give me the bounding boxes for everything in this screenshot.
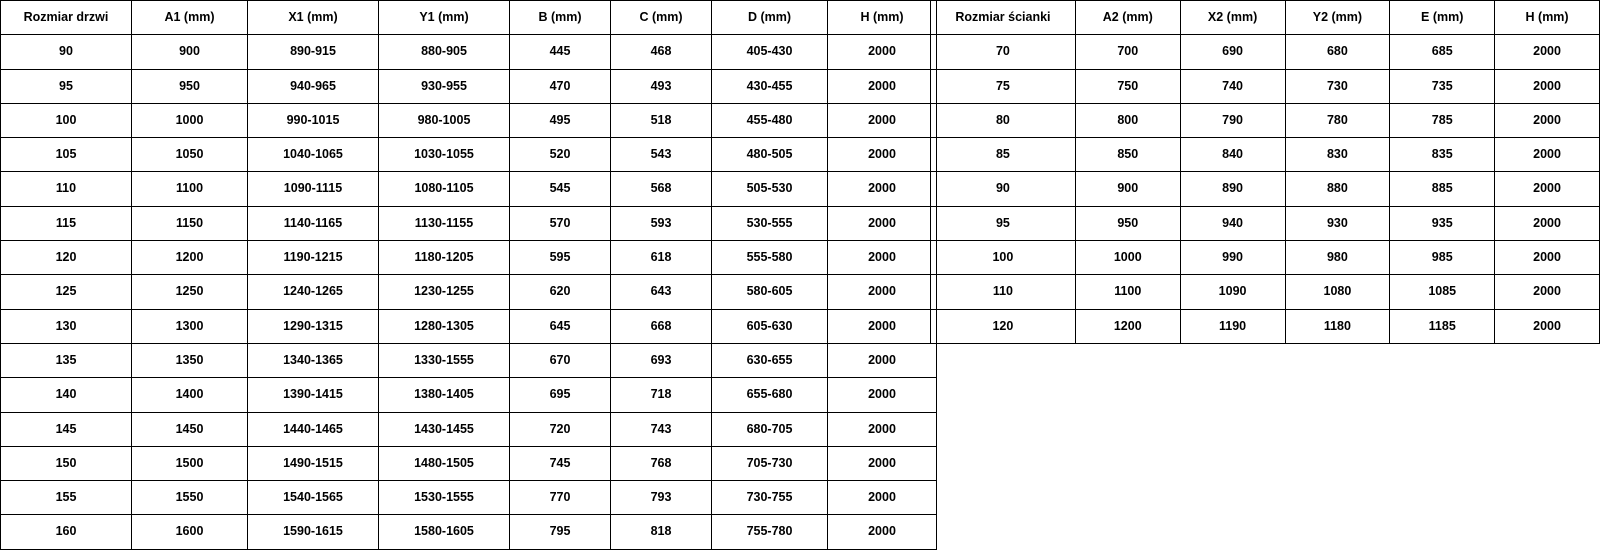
cell: 2000 (1495, 103, 1600, 137)
cell: 890-915 (248, 35, 379, 69)
cell: 1100 (132, 172, 248, 206)
table-row (1, 309, 937, 343)
cell: 100 (931, 241, 1076, 275)
cell: 145 (1, 412, 132, 446)
cell: 568 (611, 172, 712, 206)
table-row (1, 206, 937, 240)
cell: 493 (611, 69, 712, 103)
cell: 430-455 (712, 69, 828, 103)
cell: 1190-1215 (248, 241, 379, 275)
cell: 2000 (828, 412, 937, 446)
cell: 643 (611, 275, 712, 309)
cell: 1530-1555 (379, 481, 510, 515)
cell: 518 (611, 103, 712, 137)
cell: 1440-1465 (248, 412, 379, 446)
cell: 730-755 (712, 481, 828, 515)
cell: 505-530 (712, 172, 828, 206)
cell: 593 (611, 206, 712, 240)
cell: 630-655 (712, 343, 828, 377)
cell: 2000 (828, 172, 937, 206)
cell: 85 (931, 138, 1076, 172)
cell: 120 (1, 241, 132, 275)
cell: 940 (1180, 206, 1285, 240)
cell: 1090-1115 (248, 172, 379, 206)
column-header-x2: X2 (mm) (1180, 1, 1285, 35)
cell: 2000 (1495, 138, 1600, 172)
cell: 900 (132, 35, 248, 69)
cell: 1180 (1285, 309, 1390, 343)
cell: 468 (611, 35, 712, 69)
cell: 655-680 (712, 378, 828, 412)
cell: 1240-1265 (248, 275, 379, 309)
cell: 1480-1505 (379, 446, 510, 480)
cell: 2000 (828, 35, 937, 69)
cell: 940-965 (248, 69, 379, 103)
cell: 1185 (1390, 309, 1495, 343)
cell: 2000 (828, 515, 937, 549)
column-header-a1: A1 (mm) (132, 1, 248, 35)
cell: 980-1005 (379, 103, 510, 137)
cell: 495 (510, 103, 611, 137)
cell: 1340-1365 (248, 343, 379, 377)
table-row (931, 309, 1600, 343)
table-row (1, 172, 937, 206)
cell: 1050 (132, 138, 248, 172)
table-header-row (931, 1, 1600, 35)
cell: 743 (611, 412, 712, 446)
cell: 935 (1390, 206, 1495, 240)
cell: 780 (1285, 103, 1390, 137)
cell: 2000 (828, 343, 937, 377)
cell: 2000 (1495, 309, 1600, 343)
cell: 795 (510, 515, 611, 549)
cell: 80 (931, 103, 1076, 137)
cell: 880-905 (379, 35, 510, 69)
column-header-d: D (mm) (712, 1, 828, 35)
cell: 135 (1, 343, 132, 377)
cell: 100 (1, 103, 132, 137)
cell: 2000 (828, 481, 937, 515)
cell: 705-730 (712, 446, 828, 480)
cell: 1140-1165 (248, 206, 379, 240)
column-header-y2: Y2 (mm) (1285, 1, 1390, 35)
cell: 1040-1065 (248, 138, 379, 172)
cell: 1330-1555 (379, 343, 510, 377)
cell: 990 (1180, 241, 1285, 275)
cell: 2000 (828, 138, 937, 172)
walls-table-head (931, 1, 1600, 35)
cell: 1250 (132, 275, 248, 309)
column-header-h: H (mm) (828, 1, 937, 35)
cell: 90 (1, 35, 132, 69)
cell: 750 (1075, 69, 1180, 103)
cell: 850 (1075, 138, 1180, 172)
table-row (931, 35, 1600, 69)
cell: 800 (1075, 103, 1180, 137)
cell: 110 (931, 275, 1076, 309)
cell: 2000 (828, 69, 937, 103)
cell: 125 (1, 275, 132, 309)
cell: 840 (1180, 138, 1285, 172)
cell: 885 (1390, 172, 1495, 206)
cell: 1085 (1390, 275, 1495, 309)
cell: 2000 (828, 103, 937, 137)
cell: 105 (1, 138, 132, 172)
cell: 718 (611, 378, 712, 412)
cell: 455-480 (712, 103, 828, 137)
cell: 445 (510, 35, 611, 69)
table-row (931, 172, 1600, 206)
cell: 990-1015 (248, 103, 379, 137)
table-row (931, 275, 1600, 309)
doors-table-body (1, 35, 937, 549)
cell: 793 (611, 481, 712, 515)
cell: 520 (510, 138, 611, 172)
cell: 768 (611, 446, 712, 480)
cell: 1500 (132, 446, 248, 480)
table-row (1, 103, 937, 137)
table-row (1, 446, 937, 480)
cell: 1600 (132, 515, 248, 549)
cell: 2000 (828, 446, 937, 480)
cell: 695 (510, 378, 611, 412)
cell: 740 (1180, 69, 1285, 103)
cell: 1080 (1285, 275, 1390, 309)
cell: 668 (611, 309, 712, 343)
cell: 680-705 (712, 412, 828, 446)
cell: 1430-1455 (379, 412, 510, 446)
cell: 1450 (132, 412, 248, 446)
cell: 405-430 (712, 35, 828, 69)
cell: 120 (931, 309, 1076, 343)
cell: 770 (510, 481, 611, 515)
cell: 70 (931, 35, 1076, 69)
cell: 1490-1515 (248, 446, 379, 480)
cell: 570 (510, 206, 611, 240)
table-row (1, 241, 937, 275)
cell: 950 (1075, 206, 1180, 240)
table-row (1, 412, 937, 446)
cell: 1400 (132, 378, 248, 412)
cell: 2000 (1495, 206, 1600, 240)
column-header-a2: A2 (mm) (1075, 1, 1180, 35)
table-row (931, 241, 1600, 275)
cell: 1100 (1075, 275, 1180, 309)
cell: 835 (1390, 138, 1495, 172)
cell: 1090 (1180, 275, 1285, 309)
cell: 1200 (132, 241, 248, 275)
cell: 2000 (1495, 241, 1600, 275)
cell: 2000 (828, 241, 937, 275)
cell: 785 (1390, 103, 1495, 137)
column-header-e: E (mm) (1390, 1, 1495, 35)
cell: 735 (1390, 69, 1495, 103)
table-row (931, 69, 1600, 103)
cell: 1290-1315 (248, 309, 379, 343)
cell: 75 (931, 69, 1076, 103)
table-row (1, 138, 937, 172)
column-header-x1: X1 (mm) (248, 1, 379, 35)
column-header-c: C (mm) (611, 1, 712, 35)
cell: 745 (510, 446, 611, 480)
cell: 2000 (1495, 275, 1600, 309)
cell: 555-580 (712, 241, 828, 275)
cell: 140 (1, 378, 132, 412)
cell: 115 (1, 206, 132, 240)
cell: 155 (1, 481, 132, 515)
cell: 1590-1615 (248, 515, 379, 549)
cell: 1580-1605 (379, 515, 510, 549)
table-row (1, 275, 937, 309)
cell: 1380-1405 (379, 378, 510, 412)
cell: 880 (1285, 172, 1390, 206)
cell: 110 (1, 172, 132, 206)
cell: 755-780 (712, 515, 828, 549)
table-row (931, 138, 1600, 172)
cell: 1390-1415 (248, 378, 379, 412)
cell: 1000 (132, 103, 248, 137)
cell: 950 (132, 69, 248, 103)
cell: 1550 (132, 481, 248, 515)
cell: 1230-1255 (379, 275, 510, 309)
cell: 2000 (828, 206, 937, 240)
cell: 1030-1055 (379, 138, 510, 172)
table-row (1, 378, 937, 412)
table-row (1, 481, 937, 515)
walls-dimensions-table (930, 0, 1600, 344)
cell: 690 (1180, 35, 1285, 69)
cell: 985 (1390, 241, 1495, 275)
cell: 480-505 (712, 138, 828, 172)
cell: 900 (1075, 172, 1180, 206)
cell: 2000 (828, 275, 937, 309)
cell: 890 (1180, 172, 1285, 206)
cell: 530-555 (712, 206, 828, 240)
cell: 790 (1180, 103, 1285, 137)
cell: 1280-1305 (379, 309, 510, 343)
cell: 95 (1, 69, 132, 103)
cell: 685 (1390, 35, 1495, 69)
table-row (1, 35, 937, 69)
cell: 90 (931, 172, 1076, 206)
column-header-rozmiar-scianki: Rozmiar ścianki (931, 1, 1076, 35)
cell: 620 (510, 275, 611, 309)
table-row (1, 69, 937, 103)
cell: 930 (1285, 206, 1390, 240)
cell: 1130-1155 (379, 206, 510, 240)
cell: 580-605 (712, 275, 828, 309)
column-header-b: B (mm) (510, 1, 611, 35)
cell: 2000 (1495, 69, 1600, 103)
cell: 830 (1285, 138, 1390, 172)
cell: 645 (510, 309, 611, 343)
cell: 730 (1285, 69, 1390, 103)
cell: 2000 (828, 378, 937, 412)
cell: 1300 (132, 309, 248, 343)
table-row (1, 343, 937, 377)
cell: 1180-1205 (379, 241, 510, 275)
table-row (931, 103, 1600, 137)
table-row (1, 515, 937, 549)
doors-table-head (1, 1, 937, 35)
walls-dimensions-table-container (930, 0, 1600, 344)
cell: 618 (611, 241, 712, 275)
cell: 693 (611, 343, 712, 377)
column-header-y1: Y1 (mm) (379, 1, 510, 35)
cell: 670 (510, 343, 611, 377)
cell: 160 (1, 515, 132, 549)
cell: 1150 (132, 206, 248, 240)
cell: 818 (611, 515, 712, 549)
table-header-row (1, 1, 937, 35)
cell: 1350 (132, 343, 248, 377)
cell: 545 (510, 172, 611, 206)
cell: 605-630 (712, 309, 828, 343)
cell: 2000 (828, 309, 937, 343)
cell: 980 (1285, 241, 1390, 275)
cell: 720 (510, 412, 611, 446)
cell: 1080-1105 (379, 172, 510, 206)
cell: 470 (510, 69, 611, 103)
cell: 1200 (1075, 309, 1180, 343)
cell: 1190 (1180, 309, 1285, 343)
cell: 1540-1565 (248, 481, 379, 515)
cell: 1000 (1075, 241, 1180, 275)
cell: 130 (1, 309, 132, 343)
cell: 2000 (1495, 35, 1600, 69)
cell: 95 (931, 206, 1076, 240)
cell: 150 (1, 446, 132, 480)
cell: 930-955 (379, 69, 510, 103)
walls-table-body (931, 35, 1600, 344)
cell: 700 (1075, 35, 1180, 69)
cell: 680 (1285, 35, 1390, 69)
column-header-h: H (mm) (1495, 1, 1600, 35)
table-row (931, 206, 1600, 240)
cell: 2000 (1495, 172, 1600, 206)
cell: 543 (611, 138, 712, 172)
cell: 595 (510, 241, 611, 275)
column-header-rozmiar-drzwi: Rozmiar drzwi (1, 1, 132, 35)
